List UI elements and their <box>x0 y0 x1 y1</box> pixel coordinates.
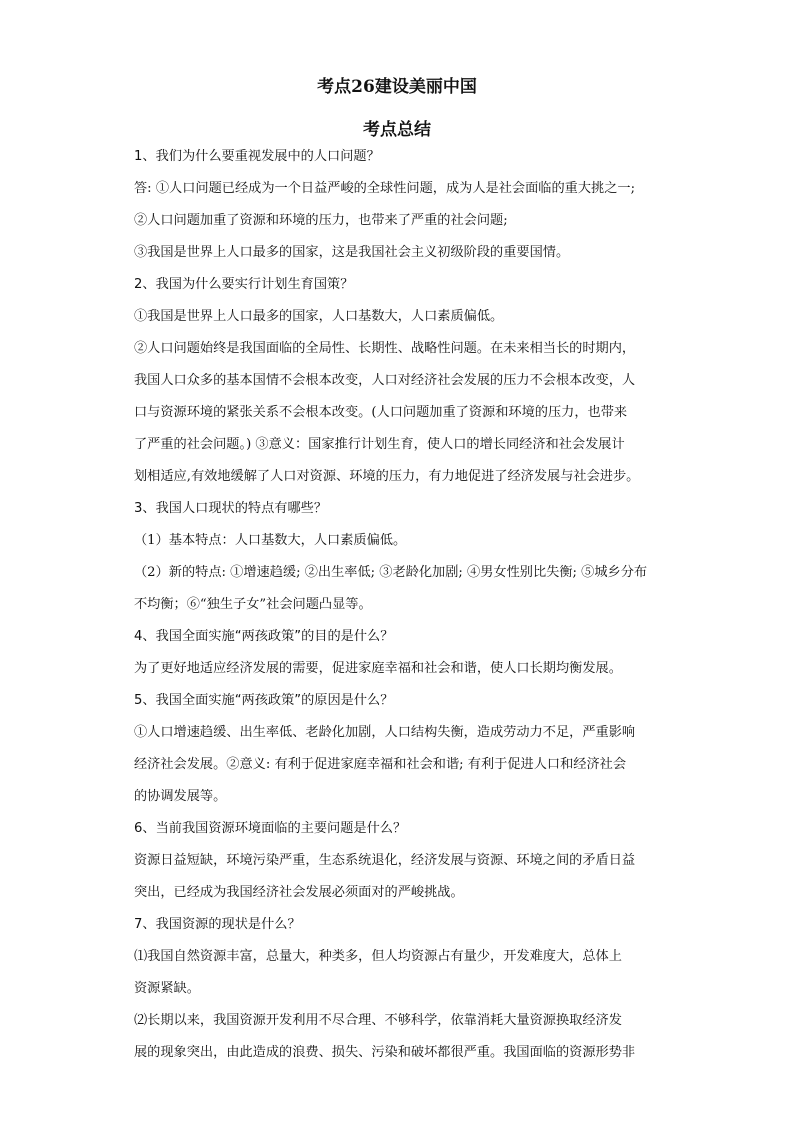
question-7: 7、我国资源的现状是什么？ <box>134 917 301 932</box>
answer-line: 答: ①人口问题已经成为一个日益严峻的全球性问题，成为人是社会面临的重大挑之一; <box>134 181 636 196</box>
answer-line: ③我国是世界上人口最多的国家，这是我国社会主义初级阶段的重要国情。 <box>134 245 570 260</box>
section-heading: 考点总结 <box>363 120 431 140</box>
answer-line: ①我国是世界上人口最多的国家，人口基数大，人口素质偏低。 <box>134 309 504 324</box>
answer-line: 不均衡；⑥“独生子女”社会问题凸显等。 <box>134 597 372 612</box>
answer-line: 展的现象突出，由此造成的浪费、损失、污染和破坏都很严重。我国面临的资源形势非 <box>134 1045 636 1060</box>
question-6: 6、当前我国资源环境面临的主要问题是什么？ <box>134 821 407 836</box>
answer-line: 口与资源环境的紧张关系不会根本改变。(人口问题加重了资源和环境的压力，也带来 <box>134 405 628 420</box>
answer-line: 为了更好地适应经济发展的需要，促进家庭幸福和社会和谐，使人口长期均衡发展。 <box>134 661 622 676</box>
answer-line: 我国人口众多的基本国情不会根本改变，人口对经济社会发展的压力不会根本改变，人 <box>134 373 636 388</box>
question-1: 1、我们为什么要重视发展中的人口问题？ <box>134 149 380 164</box>
document-body <box>134 146 664 1074</box>
question-5: 5、我国全面实施“两孩政策”的原因是什么？ <box>134 693 394 708</box>
answer-line: 了严重的社会问题。) ③意义：国家推行计划生育，使人口的增长同经济和社会发展计 <box>134 437 625 452</box>
answer-line: ①人口增速趋缓、出生率低、老龄化加剧，人口结构失衡，造成劳动力不足，严重影响 <box>134 725 636 740</box>
answer-line: ②人口问题加重了资源和环境的压力，也带来了严重的社会问题; <box>134 213 508 228</box>
answer-line: 资源日益短缺，环境污染严重，生态系统退化，经济发展与资源、环境之间的矛盾日益 <box>134 853 636 868</box>
answer-line: ②人口问题始终是我国面临的全局性、长期性、战略性问题。在未来相当长的时期内， <box>134 341 636 356</box>
answer-line: （1）基本特点：人口基数大，人口素质偏低。 <box>134 533 407 548</box>
answer-line: 经济社会发展。②意义: 有利于促进家庭幸福和社会和谐; 有利于促进人口和经济社会 <box>134 757 627 772</box>
question-4: 4、我国全面实施“两孩政策”的目的是什么？ <box>134 629 394 644</box>
answer-line: 突出，已经成为我国经济社会发展必须面对的严峻挑战。 <box>134 885 464 900</box>
answer-line: 资源紧缺。 <box>134 981 200 996</box>
answer-line: ⑴我国自然资源丰富，总量大，种类多，但人均资源占有量少，开发难度大，总体上 <box>134 949 622 964</box>
answer-line: ⑵长期以来，我国资源开发利用不尽合理、不够科学，依靠消耗大量资源换取经济发 <box>134 1013 622 1028</box>
question-2: 2、我国为什么要实行计划生育国策？ <box>134 277 354 292</box>
question-3: 3、我国人口现状的特点有哪些？ <box>134 501 328 516</box>
document-title: 考点26建设美丽中国 <box>317 77 477 97</box>
answer-line: 划相适应,有效地缓解了人口对资源、环境的压力，有力地促进了经济发展与社会进步。 <box>134 469 640 484</box>
answer-line: 的协调发展等。 <box>134 789 227 804</box>
answer-line: （2）新的特点: ①增速趋缓; ②出生率低; ③老龄化加剧; ④男女性别比失衡; ⑤城乡分布 <box>134 565 648 580</box>
